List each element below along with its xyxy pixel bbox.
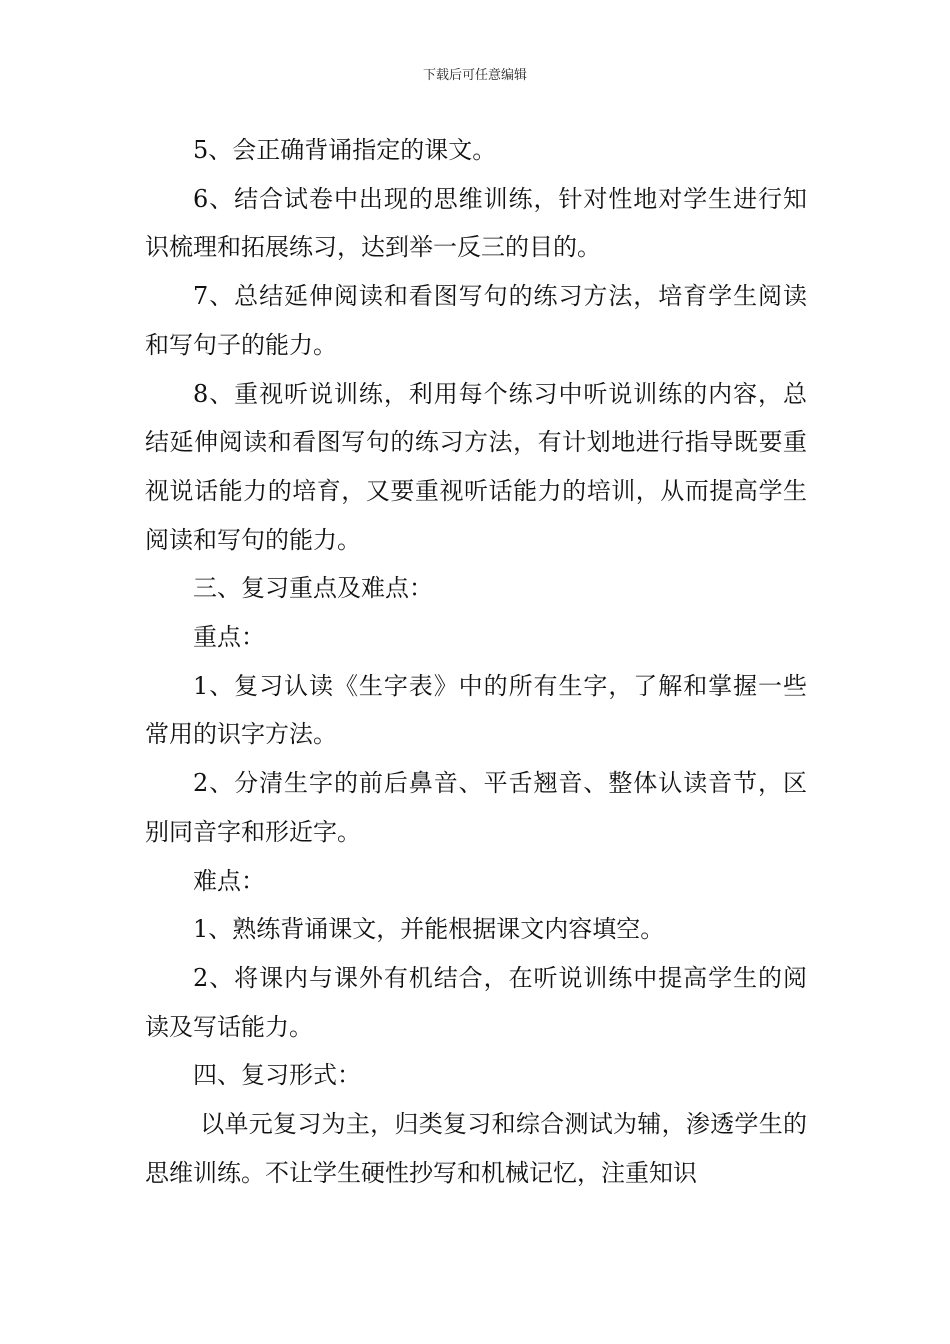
- paragraph-item-6: 6、结合试卷中出现的思维训练，针对性地对学生进行知识梳理和拓展练习，达到举一反三的目的。: [145, 184, 807, 262]
- difficulty-item-1: 1、熟练背诵课文，并能根据课文内容填空。: [193, 915, 665, 944]
- focus-item-2: 2、分清生字的前后鼻音、平舌翘音、整体认读音节，区别同音字和形近字。: [145, 769, 807, 846]
- section-heading-review-focus: 三、复习重点及难点：: [193, 574, 433, 603]
- paragraph-item-5: 5、会正确背诵指定的课文。: [193, 136, 497, 164]
- focus-item-1: 1、复习认读《生字表》中的所有生字，了解和掌握一些常用的识字方法。: [145, 671, 807, 749]
- document-body: [145, 126, 807, 1197]
- paragraph-item-7: 7、总结延伸阅读和看图写句的练习方法，培育学生阅读和写句子的能力。: [145, 282, 807, 359]
- review-form-paragraph: 以单元复习为主，归类复习和综合测试为辅，渗透学生的思维训练。不让学生硬性抄写和机械记忆，注重知识: [145, 1110, 807, 1187]
- subheading-difficulty: 难点：: [193, 866, 265, 895]
- page-header: 下载后可任意编辑: [422, 68, 527, 83]
- subheading-focus: 重点：: [193, 623, 265, 652]
- paragraph-item-8: 8、重视听说训练，利用每个练习中听说训练的内容，总结延伸阅读和看图写句的练习方法，有计划地进行指导既要重视说话能力的培育，又要重视听话能力的培训，从而提高学生阅读和写句的能力。: [145, 379, 807, 554]
- difficulty-item-2: 2、将课内与课外有机结合，在听说训练中提高学生的阅读及写话能力。: [145, 963, 807, 1041]
- section-heading-review-form: 四、复习形式：: [193, 1061, 361, 1090]
